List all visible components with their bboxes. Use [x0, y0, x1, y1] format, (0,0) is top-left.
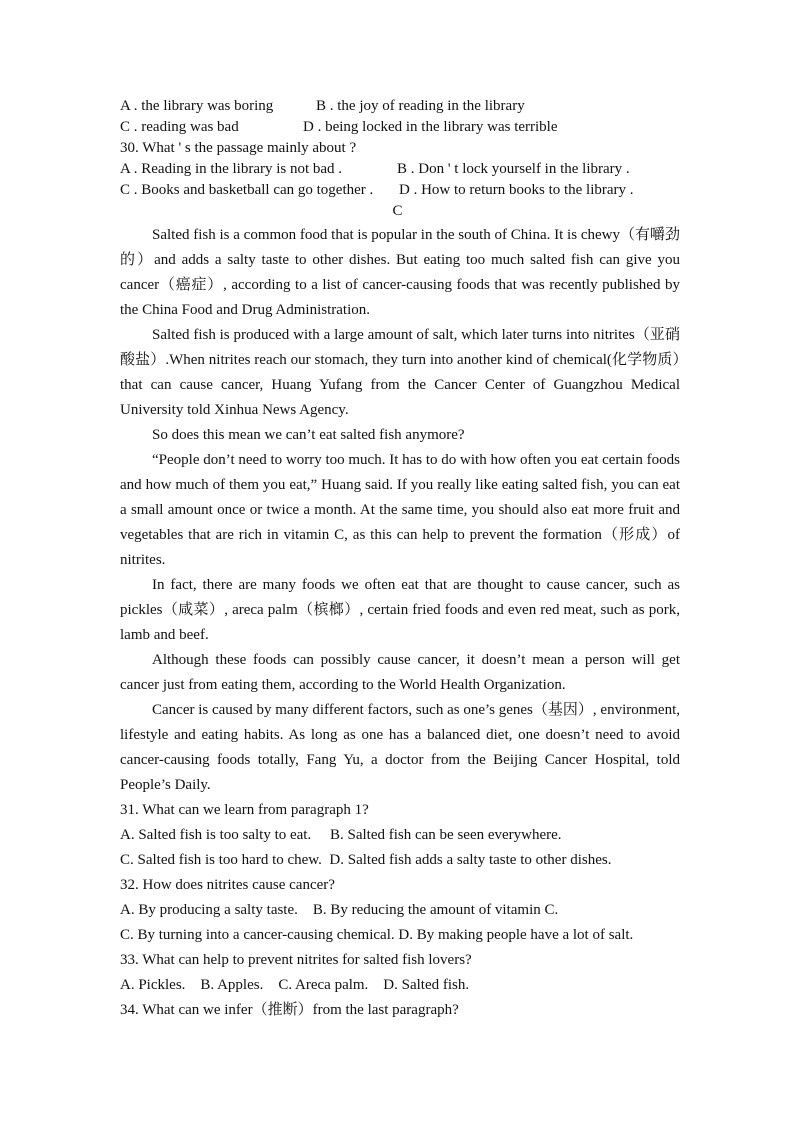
q30-option-a: A . Reading in the library is not bad . [120, 161, 343, 177]
section-heading: C [392, 203, 403, 219]
paragraph-7: Cancer is caused by many different factors, such as one’s genes（基因）, environment, lifestyle and eating habits. As long as one has a balanced diet, one doesn’t need to avoid cancer-causing foods totally, Fang Yu, a doctor from the Beijing Cancer Hospital, told People’s Daily. [120, 702, 680, 793]
document-page [120, 96, 680, 1023]
q29-option-a: A . the library was boring [120, 98, 274, 114]
paragraph-4: “People don’t need to worry too much. It has to do with how often you eat certain foods and how much of them you eat,” Huang said. If you really like eating salted fish, you can eat a small amount once or twice a month. At the same time, you should also eat more fruit and vegetables that are rich in vitamin C, as this can help to prevent the formation（形成）of nitrites. [120, 452, 680, 568]
paragraph-6: Although these foods can possibly cause cancer, it doesn’t mean a person will get cancer just from eating them, according to the World Health Organization. [120, 652, 680, 693]
q29-options-row-2 [120, 117, 680, 138]
paragraph-3: So does this mean we can’t eat salted fish anymore? [152, 427, 465, 443]
q30-stem: 30. What ' s the passage mainly about ? [120, 140, 357, 156]
question-list [120, 798, 680, 1023]
q33-stem: 33. What can help to prevent nitrites for salted fish lovers? [120, 952, 472, 968]
q29-options-row-1 [120, 96, 680, 117]
q29-option-c: C . reading was bad [120, 119, 239, 135]
q33-options: A. Pickles. B. Apples. C. Areca palm. D. Salted fish. [120, 977, 470, 993]
q29-option-b: B . the joy of reading in the library [316, 98, 525, 114]
q30-option-c: C . Books and basketball can go together . [120, 182, 374, 198]
paragraph-2: Salted fish is produced with a large amount of salt, which later turns into nitrites（亚硝酸盐）.When nitrites reach our stomach, they turn into another kind of chemical(化学物质）that can cause cancer, Huang Yufang from the Cancer Center of Guangzhou Medical University told Xinhua News Agency. [120, 327, 680, 418]
paragraph-5: In fact, there are many foods we often eat that are thought to cause cancer, such as pickles（咸菜）, areca palm（槟榔）, certain fried foods and even red meat, such as pork, lamb and beef. [120, 577, 680, 643]
q30-option-d: D . How to return books to the library . [399, 182, 634, 198]
q31-options-ab: A. Salted fish is too salty to eat. B. Salted fish can be seen everywhere. [120, 827, 562, 843]
q34-stem: 34. What can we infer（推断）from the last paragraph? [120, 1002, 459, 1018]
q32-options-ab: A. By producing a salty taste. B. By reducing the amount of vitamin C. [120, 902, 559, 918]
q30-options-row-2 [120, 180, 680, 201]
q29-option-d: D . being locked in the library was terrible [303, 119, 558, 135]
q30-option-b: B . Don ' t lock yourself in the library . [397, 161, 630, 177]
q30-options-row-1 [120, 159, 680, 180]
q32-options-cd: C. By turning into a cancer-causing chemical. D. By making people have a lot of salt. [120, 927, 634, 943]
q31-options-cd: C. Salted fish is too hard to chew. D. Salted fish adds a salty taste to other dishes. [120, 852, 612, 868]
passage [120, 223, 680, 798]
q31-stem: 31. What can we learn from paragraph 1? [120, 802, 369, 818]
paragraph-1: Salted fish is a common food that is popular in the south of China. It is chewy（有嚼劲的）and adds a salty taste to other dishes. But eating too much salted fish can give you cancer（癌症）, according to a list of cancer-causing foods that was recently published by the China Food and Drug Administration. [120, 227, 680, 318]
q32-stem: 32. How does nitrites cause cancer? [120, 877, 335, 893]
